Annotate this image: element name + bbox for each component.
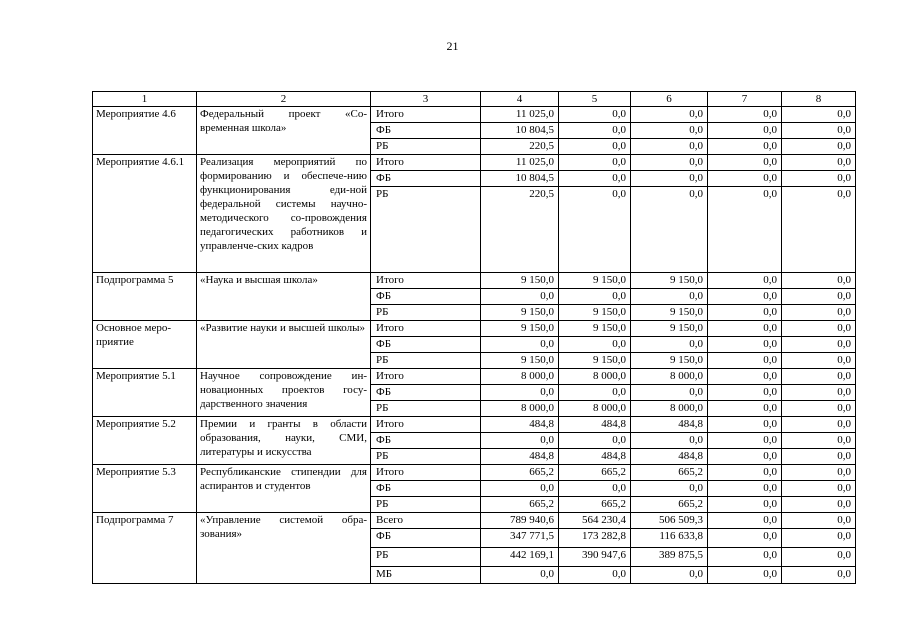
funding-source: Итого — [371, 155, 481, 171]
amount-cell: 9 150,0 — [559, 305, 631, 321]
amount-cell: 8 000,0 — [559, 401, 631, 417]
amount-cell: 0,0 — [559, 171, 631, 187]
amount-cell: 0,0 — [782, 171, 856, 187]
amount-cell: 0,0 — [782, 123, 856, 139]
program-name: Мероприятие 5.1 — [93, 369, 197, 417]
amount-cell: 506 509,3 — [631, 513, 708, 529]
amount-cell: 347 771,5 — [481, 529, 559, 548]
amount-cell: 0,0 — [631, 155, 708, 171]
amount-cell: 11 025,0 — [481, 155, 559, 171]
amount-cell: 665,2 — [481, 497, 559, 513]
amount-cell: 0,0 — [708, 289, 782, 305]
amount-cell: 9 150,0 — [631, 321, 708, 337]
program-name: Мероприятие 5.3 — [93, 465, 197, 513]
amount-cell: 0,0 — [559, 187, 631, 273]
amount-cell: 0,0 — [708, 449, 782, 465]
amount-cell: 0,0 — [708, 187, 782, 273]
amount-cell: 0,0 — [782, 497, 856, 513]
funding-source: ФБ — [371, 289, 481, 305]
column-header: 3 — [371, 92, 481, 107]
table-row — [93, 513, 856, 529]
amount-cell: 0,0 — [708, 139, 782, 155]
column-header: 7 — [708, 92, 782, 107]
amount-cell: 11 025,0 — [481, 107, 559, 123]
amount-cell: 0,0 — [631, 433, 708, 449]
table-row — [93, 321, 856, 337]
amount-cell: 0,0 — [708, 155, 782, 171]
amount-cell: 0,0 — [481, 567, 559, 584]
amount-cell: 0,0 — [631, 171, 708, 187]
amount-cell: 442 169,1 — [481, 548, 559, 567]
amount-cell: 0,0 — [481, 385, 559, 401]
amount-cell: 0,0 — [782, 107, 856, 123]
funding-source: ФБ — [371, 481, 481, 497]
program-description: Республиканские стипендии для аспирантов и студентов — [197, 465, 371, 513]
funding-source: РБ — [371, 139, 481, 155]
amount-cell: 0,0 — [481, 337, 559, 353]
amount-cell: 0,0 — [782, 513, 856, 529]
amount-cell: 0,0 — [708, 513, 782, 529]
amount-cell: 0,0 — [782, 417, 856, 433]
amount-cell: 9 150,0 — [559, 353, 631, 369]
amount-cell: 0,0 — [708, 305, 782, 321]
amount-cell: 789 940,6 — [481, 513, 559, 529]
amount-cell: 0,0 — [631, 337, 708, 353]
amount-cell: 0,0 — [708, 369, 782, 385]
amount-cell: 484,8 — [631, 417, 708, 433]
amount-cell: 0,0 — [782, 369, 856, 385]
amount-cell: 0,0 — [481, 481, 559, 497]
amount-cell: 9 150,0 — [481, 353, 559, 369]
amount-cell: 0,0 — [559, 337, 631, 353]
amount-cell: 665,2 — [631, 465, 708, 481]
table-row — [93, 155, 856, 171]
table-row — [93, 417, 856, 433]
column-header: 5 — [559, 92, 631, 107]
amount-cell: 0,0 — [481, 289, 559, 305]
amount-cell: 0,0 — [559, 385, 631, 401]
column-header-row — [93, 92, 856, 107]
amount-cell: 665,2 — [481, 465, 559, 481]
amount-cell: 0,0 — [782, 385, 856, 401]
funding-source: РБ — [371, 548, 481, 567]
amount-cell: 665,2 — [559, 465, 631, 481]
amount-cell: 9 150,0 — [481, 305, 559, 321]
amount-cell: 9 150,0 — [631, 305, 708, 321]
funding-source: ФБ — [371, 385, 481, 401]
amount-cell: 173 282,8 — [559, 529, 631, 548]
amount-cell: 0,0 — [782, 548, 856, 567]
funding-source: МБ — [371, 567, 481, 584]
program-description: Федеральный проект «Со-временная школа» — [197, 107, 371, 155]
amount-cell: 0,0 — [782, 401, 856, 417]
amount-cell: 0,0 — [782, 139, 856, 155]
amount-cell: 484,8 — [631, 449, 708, 465]
column-header: 6 — [631, 92, 708, 107]
amount-cell: 0,0 — [708, 433, 782, 449]
funding-source: ФБ — [371, 433, 481, 449]
column-header: 8 — [782, 92, 856, 107]
program-description: «Наука и высшая школа» — [197, 273, 371, 321]
amount-cell: 220,5 — [481, 187, 559, 273]
amount-cell: 484,8 — [559, 417, 631, 433]
page-number: 21 — [446, 39, 459, 53]
budget-table — [92, 91, 856, 584]
amount-cell: 10 804,5 — [481, 171, 559, 187]
amount-cell: 0,0 — [708, 401, 782, 417]
amount-cell: 0,0 — [559, 567, 631, 584]
funding-source: ФБ — [371, 337, 481, 353]
amount-cell: 0,0 — [631, 567, 708, 584]
amount-cell: 0,0 — [708, 497, 782, 513]
amount-cell: 0,0 — [708, 567, 782, 584]
amount-cell: 9 150,0 — [559, 273, 631, 289]
program-name: Мероприятие 4.6 — [93, 107, 197, 155]
amount-cell: 484,8 — [481, 417, 559, 433]
amount-cell: 0,0 — [559, 123, 631, 139]
amount-cell: 564 230,4 — [559, 513, 631, 529]
funding-source: Итого — [371, 369, 481, 385]
funding-source: Итого — [371, 273, 481, 289]
amount-cell: 0,0 — [782, 465, 856, 481]
amount-cell: 0,0 — [708, 529, 782, 548]
amount-cell: 9 150,0 — [481, 321, 559, 337]
amount-cell: 0,0 — [708, 321, 782, 337]
amount-cell: 0,0 — [708, 273, 782, 289]
funding-source: Всего — [371, 513, 481, 529]
amount-cell: 0,0 — [631, 139, 708, 155]
amount-cell: 0,0 — [631, 107, 708, 123]
amount-cell: 0,0 — [782, 337, 856, 353]
funding-source: РБ — [371, 305, 481, 321]
amount-cell: 0,0 — [559, 107, 631, 123]
amount-cell: 0,0 — [782, 353, 856, 369]
program-name: Основное меро-приятие — [93, 321, 197, 369]
amount-cell: 0,0 — [559, 139, 631, 155]
table-row — [93, 369, 856, 385]
amount-cell: 0,0 — [782, 155, 856, 171]
column-header: 1 — [93, 92, 197, 107]
amount-cell: 0,0 — [782, 187, 856, 273]
amount-cell: 0,0 — [559, 433, 631, 449]
funding-source: РБ — [371, 449, 481, 465]
amount-cell: 0,0 — [631, 385, 708, 401]
amount-cell: 0,0 — [559, 155, 631, 171]
amount-cell: 0,0 — [782, 529, 856, 548]
amount-cell: 0,0 — [782, 433, 856, 449]
amount-cell: 484,8 — [481, 449, 559, 465]
funding-source: ФБ — [371, 529, 481, 548]
funding-source: Итого — [371, 107, 481, 123]
amount-cell: 0,0 — [708, 385, 782, 401]
amount-cell: 665,2 — [631, 497, 708, 513]
amount-cell: 484,8 — [559, 449, 631, 465]
column-header: 2 — [197, 92, 371, 107]
amount-cell: 0,0 — [708, 123, 782, 139]
amount-cell: 0,0 — [782, 273, 856, 289]
table-body — [93, 92, 856, 584]
amount-cell: 0,0 — [481, 433, 559, 449]
program-description: Научное сопровождение ин-новационных проектов госу-дарственного значения — [197, 369, 371, 417]
amount-cell: 0,0 — [708, 353, 782, 369]
amount-cell: 9 150,0 — [559, 321, 631, 337]
program-description: Премии и гранты в области образования, науки, СМИ, литературы и искусства — [197, 417, 371, 465]
amount-cell: 0,0 — [782, 321, 856, 337]
amount-cell: 0,0 — [708, 465, 782, 481]
amount-cell: 0,0 — [708, 417, 782, 433]
amount-cell: 0,0 — [782, 289, 856, 305]
amount-cell: 0,0 — [631, 289, 708, 305]
program-name: Мероприятие 5.2 — [93, 417, 197, 465]
amount-cell: 8 000,0 — [559, 369, 631, 385]
amount-cell: 0,0 — [559, 289, 631, 305]
amount-cell: 0,0 — [782, 449, 856, 465]
amount-cell: 389 875,5 — [631, 548, 708, 567]
amount-cell: 0,0 — [782, 567, 856, 584]
amount-cell: 0,0 — [631, 481, 708, 497]
funding-source: РБ — [371, 353, 481, 369]
amount-cell: 8 000,0 — [481, 369, 559, 385]
table-row — [93, 107, 856, 123]
funding-source: Итого — [371, 417, 481, 433]
amount-cell: 0,0 — [708, 337, 782, 353]
amount-cell: 8 000,0 — [631, 401, 708, 417]
amount-cell: 0,0 — [782, 305, 856, 321]
program-description: Реализация мероприятий по формированию и обеспече-нию функционирования еди-ной федеральной системы научно-методического со-провождения педагогических работников и управленче-ских кадров — [197, 155, 371, 273]
funding-source: РБ — [371, 187, 481, 273]
program-description: «Управление системой обра-зования» — [197, 513, 371, 584]
amount-cell: 0,0 — [708, 107, 782, 123]
table-row — [93, 273, 856, 289]
amount-cell: 8 000,0 — [631, 369, 708, 385]
amount-cell: 10 804,5 — [481, 123, 559, 139]
amount-cell: 0,0 — [708, 548, 782, 567]
program-name: Подпрограмма 7 — [93, 513, 197, 584]
column-header: 4 — [481, 92, 559, 107]
program-description: «Развитие науки и высшей школы» — [197, 321, 371, 369]
funding-source: РБ — [371, 497, 481, 513]
amount-cell: 220,5 — [481, 139, 559, 155]
amount-cell: 8 000,0 — [481, 401, 559, 417]
amount-cell: 665,2 — [559, 497, 631, 513]
amount-cell: 390 947,6 — [559, 548, 631, 567]
amount-cell: 116 633,8 — [631, 529, 708, 548]
funding-source: ФБ — [371, 171, 481, 187]
funding-source: Итого — [371, 465, 481, 481]
amount-cell: 9 150,0 — [631, 273, 708, 289]
amount-cell: 0,0 — [631, 123, 708, 139]
program-name: Подпрограмма 5 — [93, 273, 197, 321]
table-row — [93, 465, 856, 481]
program-name: Мероприятие 4.6.1 — [93, 155, 197, 273]
funding-source: ФБ — [371, 123, 481, 139]
amount-cell: 0,0 — [708, 171, 782, 187]
amount-cell: 9 150,0 — [481, 273, 559, 289]
amount-cell: 0,0 — [708, 481, 782, 497]
amount-cell: 0,0 — [631, 187, 708, 273]
funding-source: Итого — [371, 321, 481, 337]
amount-cell: 9 150,0 — [631, 353, 708, 369]
amount-cell: 0,0 — [782, 481, 856, 497]
amount-cell: 0,0 — [559, 481, 631, 497]
funding-source: РБ — [371, 401, 481, 417]
